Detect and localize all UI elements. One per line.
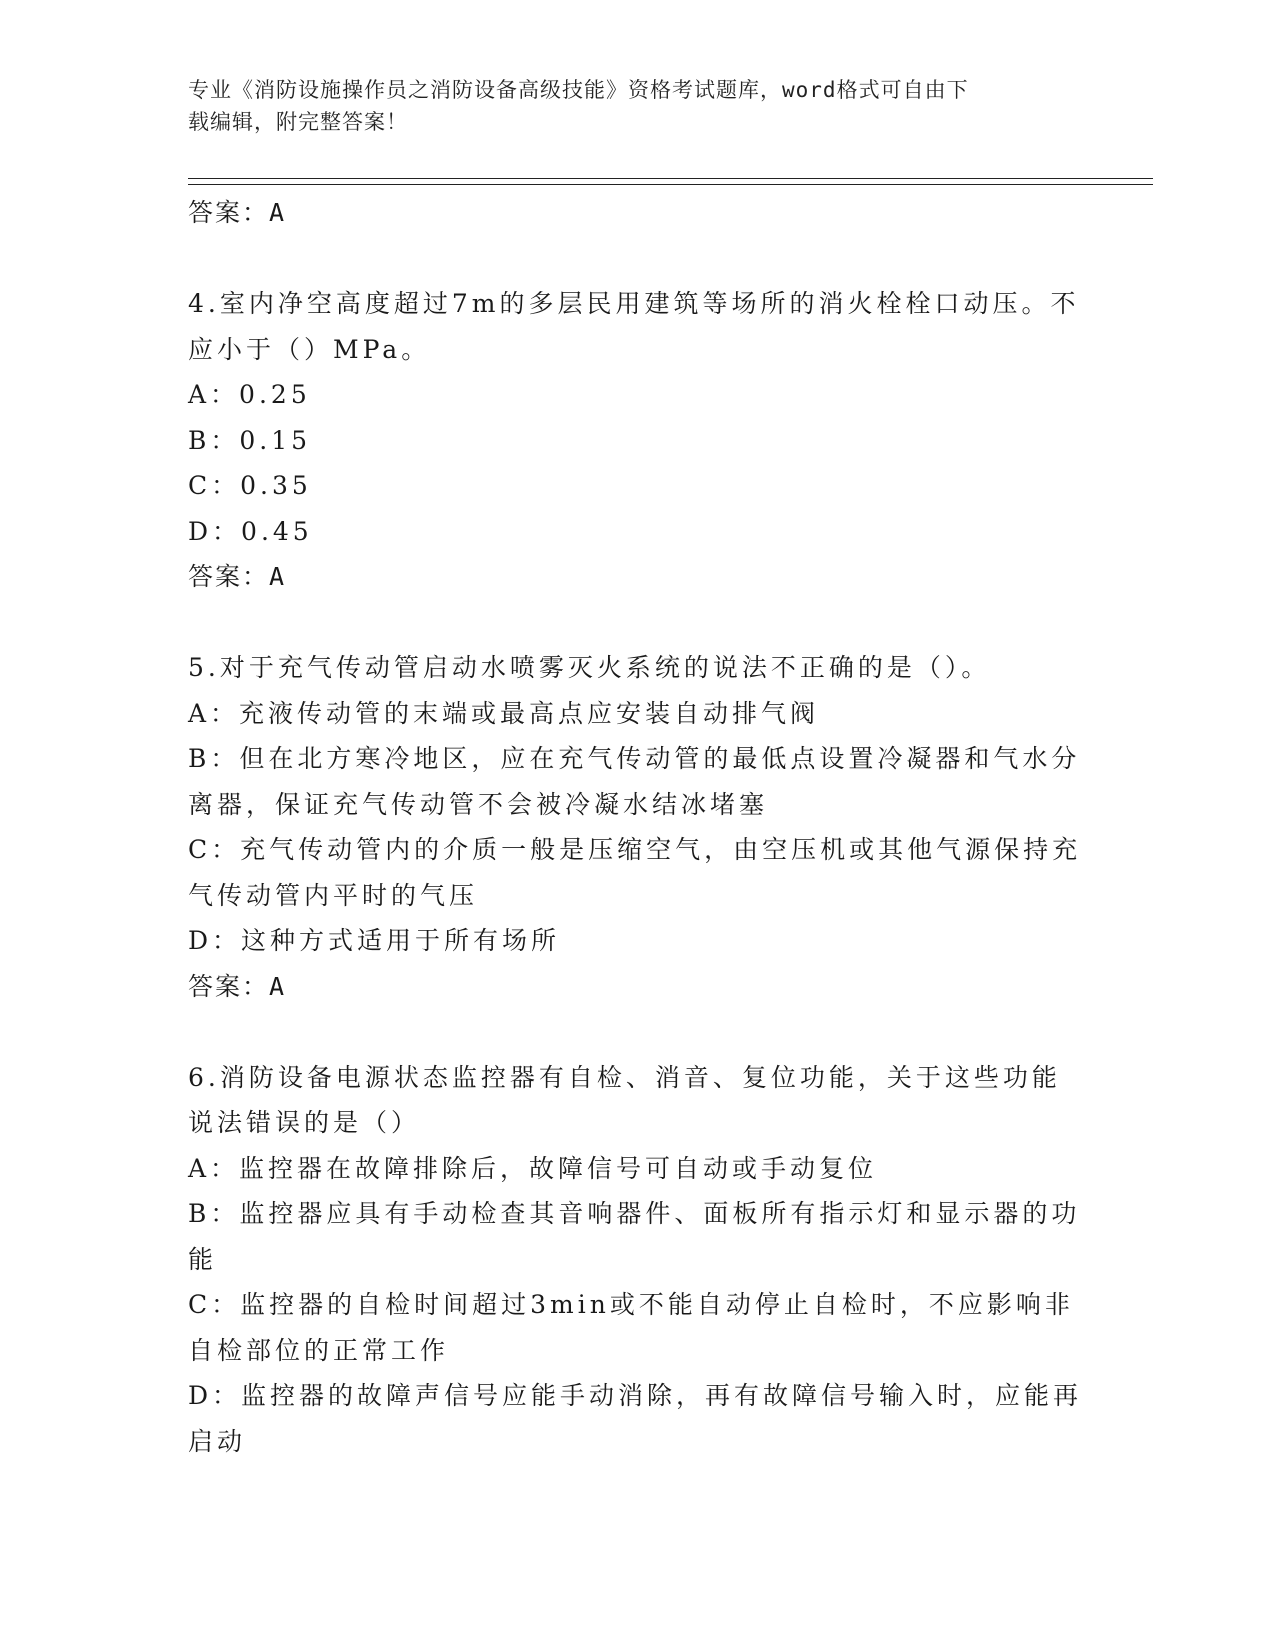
answer-label: 答案： — [188, 971, 270, 1001]
question-6-option-c-line-1: C：监控器的自检时间超过3min或不能自动停止自检时，不应影响非 — [188, 1290, 1074, 1319]
question-5-option-c-line-1: C：充气传动管内的介质一般是压缩空气，由空压机或其他气源保持充 — [188, 835, 1082, 864]
question-4-stem-line-2: 应小于（）MPa。 — [188, 334, 431, 364]
question-6-option-c-line-2: 自检部位的正常工作 — [188, 1335, 450, 1365]
answer-value: A — [269, 971, 287, 1001]
question-5-stem-line-1: 5.对于充气传动管启动水喷雾灭火系统的说法不正确的是（）。 — [188, 653, 991, 682]
answer-prev — [188, 190, 1088, 236]
question-5-option-d: D：这种方式适用于所有场所 — [188, 926, 561, 955]
question-6-stem-line-1: 6.消防设备电源状态监控器有自检、消音、复位功能，关于这些功能 — [188, 1062, 1061, 1092]
question-4-option-c: C：0.35 — [188, 471, 312, 500]
question-5-option-b-line-1: B：但在北方寒冷地区，应在充气传动管的最低点设置冷凝器和气水分 — [188, 744, 1081, 773]
question-5-option-b-line-2: 离器，保证充气传动管不会被冷凝水结冰堵塞 — [188, 789, 769, 819]
spacer — [188, 1009, 1088, 1055]
question-6-option-d-line-1: D：监控器的故障声信号应能手动消除，再有故障信号输入时，应能再 — [188, 1381, 1083, 1410]
question-4-stem-line-1: 4.室内净空高度超过7m的多层民用建筑等场所的消火栓栓口动压。不 — [188, 289, 1080, 318]
question-5-option-c-line-2: 气传动管内平时的气压 — [188, 880, 479, 910]
question-4-option-d: D：0.45 — [188, 516, 313, 546]
question-5-answer — [188, 964, 1088, 1010]
question-5-option-a: A：充液传动管的末端或最高点应安装自动排气阀 — [188, 698, 820, 728]
header-divider-bottom — [188, 184, 1153, 185]
spacer — [188, 600, 1088, 646]
question-4-answer — [188, 554, 1088, 600]
question-6-option-b-line-1: B：监控器应具有手动检查其音响器件、面板所有指示灯和显示器的功 — [188, 1199, 1081, 1228]
header-line-2: 载编辑，附完整答案！ — [188, 110, 408, 134]
answer-value: A — [269, 198, 287, 227]
answer-value: A — [269, 562, 287, 591]
spacer — [188, 236, 1088, 282]
header-line-1: 专业《消防设施操作员之消防设备高级技能》资格考试题库，word格式可自由下 — [188, 78, 969, 102]
question-4-option-a: A：0.25 — [188, 380, 311, 409]
question-6-option-a: A：监控器在故障排除后，故障信号可自动或手动复位 — [188, 1153, 878, 1183]
answer-label: 答案： — [188, 198, 270, 227]
question-6 — [188, 1055, 1088, 1465]
answer-label: 答案： — [188, 562, 270, 591]
question-6-stem-line-2: 说法错误的是（） — [188, 1108, 421, 1137]
question-4 — [188, 281, 1088, 600]
document-header — [188, 74, 1068, 138]
question-6-option-b-line-2: 能 — [188, 1244, 218, 1274]
question-6-option-d-line-2: 启动 — [188, 1426, 247, 1456]
header-divider-top — [188, 178, 1153, 179]
question-5 — [188, 645, 1088, 1009]
document-body — [188, 190, 1088, 1464]
question-4-option-b: B：0.15 — [188, 425, 312, 455]
